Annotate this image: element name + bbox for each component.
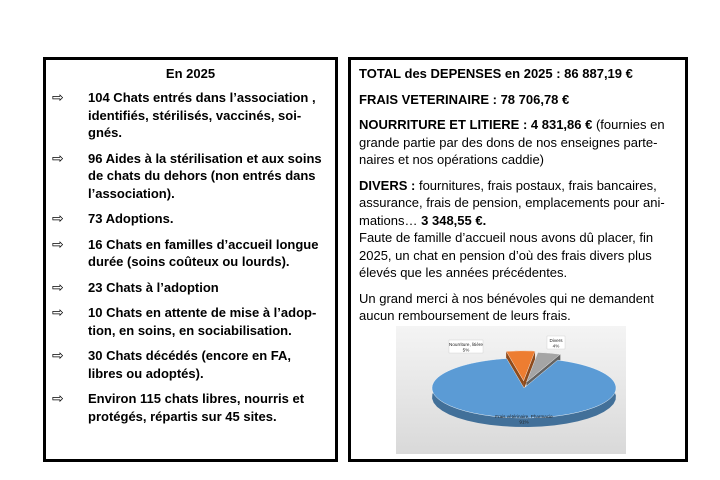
arrow-icon: ⇨ (52, 235, 64, 252)
arrow-icon: ⇨ (52, 89, 64, 105)
misc-expenses-note: fournitures, frais postaux, frais bancaires, assurance, frais de pension, emplacements pour ani-mations… (359, 177, 665, 228)
pie-label-category: Frais vétérinaire, Pharmacie (495, 414, 553, 419)
expenses-pie-chart (396, 326, 626, 454)
pie-chart-svg (396, 326, 626, 454)
list-item-text: Environ 115 chats libres, nourris et protégés, répartis sur 45 sites. (88, 391, 305, 424)
total-expenses: TOTAL des DEPENSES en 2025 : 86 887,19 € (359, 66, 633, 81)
arrow-icon: ⇨ (52, 149, 64, 166)
list-item (46, 210, 335, 228)
pie-label-value: 5% (462, 347, 470, 353)
vet-expenses: FRAIS VETERINAIRE : 78 706,78 € (359, 91, 570, 107)
misc-expenses (359, 177, 677, 230)
list-item-text: 104 Chats entrés dans l’association , identifiés, stérilisés, vaccinés, soi-gnés. (88, 90, 316, 140)
thanks-note: Un grand merci à nos bénévoles qui ne demandent aucun remboursement de leurs frais. (359, 290, 654, 323)
list-item-text: 30 Chats décédés (encore en FA, libres ou adoptés). (88, 348, 292, 381)
year-heading: En 2025 (165, 66, 216, 81)
food-expenses-amount: NOURRITURE ET LITIERE : 4 831,86 € (359, 117, 593, 132)
food-expenses (359, 116, 677, 169)
list-item (46, 279, 335, 297)
list-item (46, 236, 335, 271)
food-expenses-note: (fournies en grande partie par des dons de nos enseignes parte-naires et nos opérations caddie) (359, 117, 665, 167)
list-item-text: 16 Chats en familles d’accueil longue durée (soins coûteux ou lourds). (88, 236, 319, 269)
list-item (46, 304, 335, 339)
pie-label-category: Nourriture, litière (449, 342, 483, 347)
list-item-text: 96 Aides à la stérilisation et aux soins de chats du dehors (non entrés dans l’association). (88, 150, 322, 201)
pie-label-value: 91% (519, 419, 529, 425)
arrow-icon: ⇨ (52, 278, 64, 295)
expenses-panel (348, 57, 688, 462)
arrow-icon: ⇨ (52, 210, 64, 226)
list-item-text: 73 Adoptions. (88, 211, 174, 226)
misc-expenses-amount: 3 348,55 €. (421, 212, 487, 228)
arrow-icon: ⇨ (52, 390, 64, 406)
pie-label-category: Divers (549, 338, 563, 343)
arrow-icon: ⇨ (52, 347, 64, 363)
foster-note: Faute de famille d’accueil nous avons dû placer, fin 2025, un chat en pension d’où des frais divers plus élevés que les années précédentes. (359, 230, 654, 280)
pie-label-value: 4% (552, 343, 560, 349)
list-item (46, 150, 335, 203)
misc-expenses-label: DIVERS : (359, 177, 416, 193)
list-item (46, 89, 335, 142)
list-item-text: 10 Chats en attente de mise à l’adop-tion, en soins, en sociabilisation. (88, 305, 317, 338)
list-item-text: 23 Chats à l’adoption (88, 279, 219, 295)
activity-list (46, 89, 335, 425)
arrow-icon: ⇨ (52, 304, 64, 320)
activity-panel (43, 57, 338, 462)
list-item (46, 347, 335, 382)
list-item (46, 390, 335, 425)
